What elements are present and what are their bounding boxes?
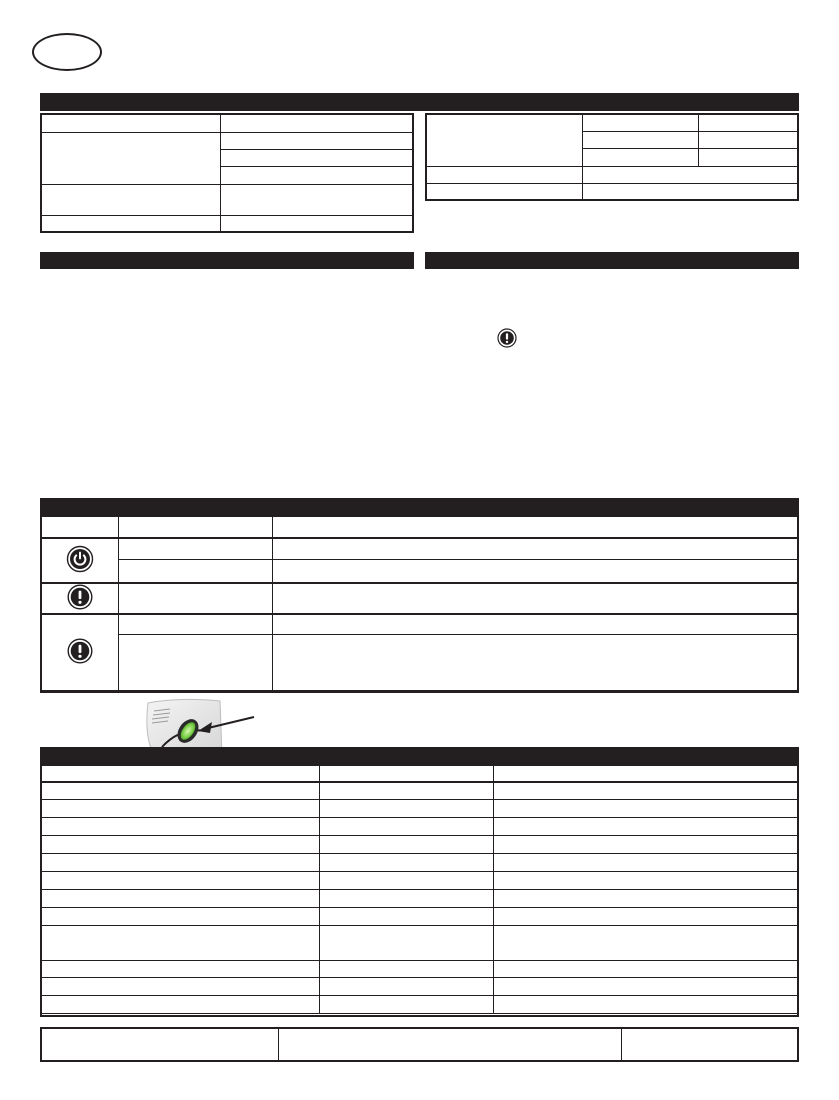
status-cell	[320, 926, 494, 961]
status-column-header	[494, 765, 799, 782]
warning-icon	[67, 584, 93, 610]
indicator-table	[41, 515, 799, 691]
status-cell	[494, 996, 799, 1014]
indicator-description	[273, 614, 799, 635]
spec-right-cell	[583, 115, 699, 132]
table-row	[42, 854, 799, 872]
status-cell	[494, 908, 799, 926]
table-row	[42, 836, 799, 854]
status-cell	[494, 818, 799, 836]
spec-section-header	[40, 93, 799, 111]
table-row	[42, 818, 799, 836]
status-column-header	[320, 765, 494, 782]
spec-right-cell	[699, 149, 799, 167]
status-cell	[42, 926, 320, 961]
spec-right-cell	[583, 184, 799, 200]
status-cell	[494, 926, 799, 961]
indicator-description	[273, 560, 799, 583]
footer-cell	[278, 1028, 621, 1061]
spec-left-cell	[221, 216, 414, 233]
status-cell	[320, 961, 494, 978]
footer-cell	[621, 1028, 798, 1061]
indicator-section-header	[40, 498, 799, 515]
table-row	[42, 800, 799, 818]
spec-right-cell	[583, 149, 699, 167]
table-row	[42, 978, 799, 996]
status-cell	[42, 961, 320, 978]
table-row	[42, 890, 799, 908]
spec-left-cell	[221, 133, 414, 150]
status-cell	[494, 782, 799, 800]
status-cell	[42, 836, 320, 854]
status-cell	[320, 854, 494, 872]
status-cell	[320, 890, 494, 908]
spec-left-table	[41, 114, 414, 233]
status-cell	[494, 890, 799, 908]
table-row	[42, 782, 799, 800]
spec-left-cell	[42, 133, 221, 185]
status-table	[41, 764, 799, 1014]
status-cell	[42, 854, 320, 872]
spec-right-cell	[583, 167, 799, 184]
indicator-column-header	[42, 516, 119, 538]
indicator-status	[119, 635, 273, 691]
status-table-header	[40, 747, 799, 764]
indicator-status	[119, 614, 273, 635]
indicator-description	[273, 538, 799, 560]
spec-left-cell	[221, 167, 414, 185]
status-cell	[320, 872, 494, 890]
indicator-status	[119, 538, 273, 560]
status-column-header	[42, 765, 320, 782]
spec-right-cell	[699, 115, 799, 132]
status-cell	[320, 978, 494, 996]
spec-right-cell	[583, 132, 699, 149]
status-cell	[320, 782, 494, 800]
spec-right-cell	[427, 115, 583, 167]
table-row	[42, 961, 799, 978]
spec-right-cell	[699, 132, 799, 149]
indicator-status	[119, 583, 273, 614]
left-section-header	[40, 252, 414, 269]
indicator-column-header	[119, 516, 273, 538]
status-cell	[42, 890, 320, 908]
status-cell	[42, 800, 320, 818]
status-cell	[494, 800, 799, 818]
indicator-description	[273, 635, 799, 691]
footer-table	[41, 1028, 798, 1061]
status-cell	[320, 908, 494, 926]
status-cell	[494, 978, 799, 996]
table-row	[42, 926, 799, 961]
indicator-icon-cell	[42, 614, 119, 691]
status-cell	[42, 978, 320, 996]
table-row	[42, 872, 799, 890]
status-cell	[494, 836, 799, 854]
status-cell	[320, 818, 494, 836]
status-cell	[320, 996, 494, 1014]
right-section-header	[425, 252, 799, 269]
status-cell	[320, 836, 494, 854]
indicator-status	[119, 560, 273, 583]
spec-left-cell	[42, 185, 221, 216]
indicator-icon-cell	[42, 538, 119, 583]
status-cell	[42, 996, 320, 1014]
right-section-body	[425, 275, 799, 475]
indicator-column-header	[273, 516, 799, 538]
status-cell	[320, 800, 494, 818]
spec-left-cell	[42, 115, 221, 133]
indicator-description	[273, 583, 799, 614]
indicator-icon-cell	[42, 583, 119, 614]
table-row	[42, 996, 799, 1014]
spec-left-cell	[221, 115, 414, 133]
spec-right-cell	[427, 167, 583, 184]
spec-left-cell	[221, 185, 414, 216]
warning-icon	[67, 638, 93, 664]
spec-right-cell	[427, 184, 583, 200]
language-badge	[32, 33, 102, 71]
status-cell	[42, 908, 320, 926]
spec-left-cell	[42, 216, 221, 233]
left-section-body	[40, 275, 414, 475]
warning-icon	[497, 328, 517, 348]
status-cell	[494, 961, 799, 978]
spec-left-cell	[221, 150, 414, 167]
status-cell	[494, 872, 799, 890]
status-cell	[494, 854, 799, 872]
power-icon	[66, 545, 94, 573]
spec-right-table	[426, 114, 799, 200]
status-cell	[42, 818, 320, 836]
status-cell	[42, 872, 320, 890]
footer-cell	[41, 1028, 278, 1061]
status-cell	[42, 782, 320, 800]
table-row	[42, 908, 799, 926]
